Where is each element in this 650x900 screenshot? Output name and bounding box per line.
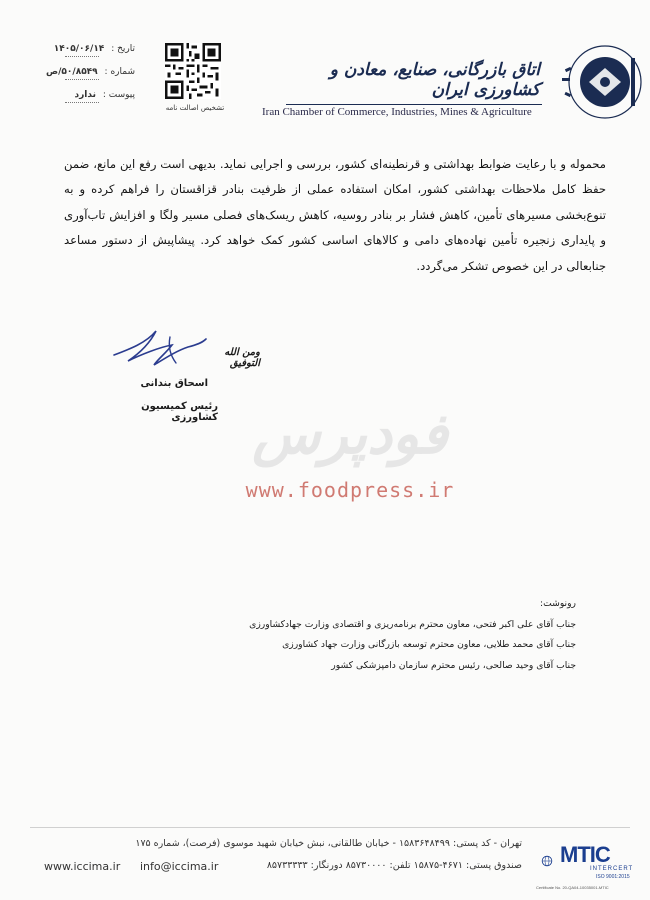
qr-code-icon[interactable] bbox=[165, 43, 221, 99]
watermark-brand: فودپرس bbox=[252, 401, 448, 467]
date-value: ۱۴۰۵/۰۶/۱۴ bbox=[53, 44, 105, 54]
footer-website-link[interactable]: www.iccima.ir bbox=[44, 860, 121, 873]
letter-number-field bbox=[46, 67, 135, 81]
cc-list bbox=[230, 594, 576, 676]
closing-phrase: ومن الله التوفیق bbox=[224, 347, 260, 369]
signer-title: رئیس کمیسیون کشاورزی bbox=[141, 401, 218, 423]
cc-title: رونوشت: bbox=[540, 598, 576, 609]
cert-iso: ISO 9001:2015 bbox=[596, 874, 630, 880]
handwritten-signature bbox=[110, 325, 210, 369]
attachment-label: پیوست : bbox=[102, 90, 135, 100]
organization-name-persian: اتاق بازرگانی، صنایع، معادن و کشاورزی ایران bbox=[329, 60, 540, 100]
cc-recipient: جناب آقای علی اکبر فتحی، معاون محترم برنامه‌ریزی و اقتصادی وزارت جهادکشاورزی bbox=[249, 618, 576, 630]
date-dotted-line bbox=[65, 56, 99, 57]
qr-caption: تشخیص اصالت نامه bbox=[165, 104, 225, 112]
letter-date-field bbox=[55, 44, 135, 58]
date-label: تاریخ : bbox=[111, 44, 135, 54]
footer-divider bbox=[30, 827, 630, 828]
cc-recipient: جناب آقای محمد طلایی، معاون محترم توسعه بازرگانی وزارت جهاد کشاورزی bbox=[282, 639, 576, 650]
footer-email-link[interactable]: info@iccima.ir bbox=[140, 860, 219, 873]
attachment-dotted-line bbox=[65, 102, 99, 103]
letter-body bbox=[64, 152, 606, 279]
cert-brand: MTIC bbox=[560, 842, 610, 867]
footer-address: تهران - کد پستی: ۱۵۸۳۶۴۸۴۹۹ - خیابان طالقانی، نبش خیابان شهید موسوی (فرصت)، شماره ۱۷۵ bbox=[135, 838, 522, 849]
letter-attachment-field bbox=[55, 90, 135, 104]
globe-icon bbox=[532, 846, 562, 876]
header-divider bbox=[286, 104, 542, 105]
cc-recipient: جناب آقای وحید صالحی، رئیس محترم سازمان دامپزشکی کشور bbox=[331, 659, 576, 671]
chamber-emblem-logo bbox=[545, 38, 643, 124]
watermark-url: www.foodpress.ir bbox=[245, 478, 455, 502]
number-dotted-line bbox=[65, 79, 99, 80]
signer-name: اسحاق بندانی bbox=[140, 378, 208, 389]
number-value: ۵۰/۸۵۴۹/ص bbox=[46, 67, 98, 77]
footer-phone: صندوق پستی: ۴۶۷۱-۱۵۸۷۵ تلفن: ۸۵۷۳۰۰۰۰ دورنگار: ۸۵۷۳۳۳۳۳ bbox=[266, 860, 522, 871]
number-label: شماره : bbox=[104, 67, 135, 77]
cert-number: Certificate No. 20-QA04-10035001-MTIC bbox=[536, 885, 609, 890]
cert-sub: INTERCERT bbox=[590, 866, 634, 872]
organization-name-english: Iran Chamber of Commerce, Industries, Mines & Agriculture bbox=[262, 106, 532, 118]
attachment-value: ندارد bbox=[74, 90, 96, 100]
body-paragraph: محموله و با رعایت ضوابط بهداشتی و قرنطینه‌ای کشور، بررسی و اجرایی نماید. بدیهی است رفع این مانع، ضمن حفظ کامل ملاحظات بهداشتی کشور، امکان استفاده عملی از ظرفیت بنادر قزاقستان را فراهم کرده و به تنوع‌بخشی مسیرهای تأمین، کاهش فشار بر بنادر روسیه، کاهش ریسک‌های فصلی مسیر ولگا و افزایش تاب‌آوری و پایداری زنجیره تأمین نهاده‌های دامی و کالاهای اساسی کشور کمک خواهد کرد. پیشاپیش از دستور مساعد جنابعالی در این خصوص تشکر می‌گردد. bbox=[64, 157, 606, 273]
